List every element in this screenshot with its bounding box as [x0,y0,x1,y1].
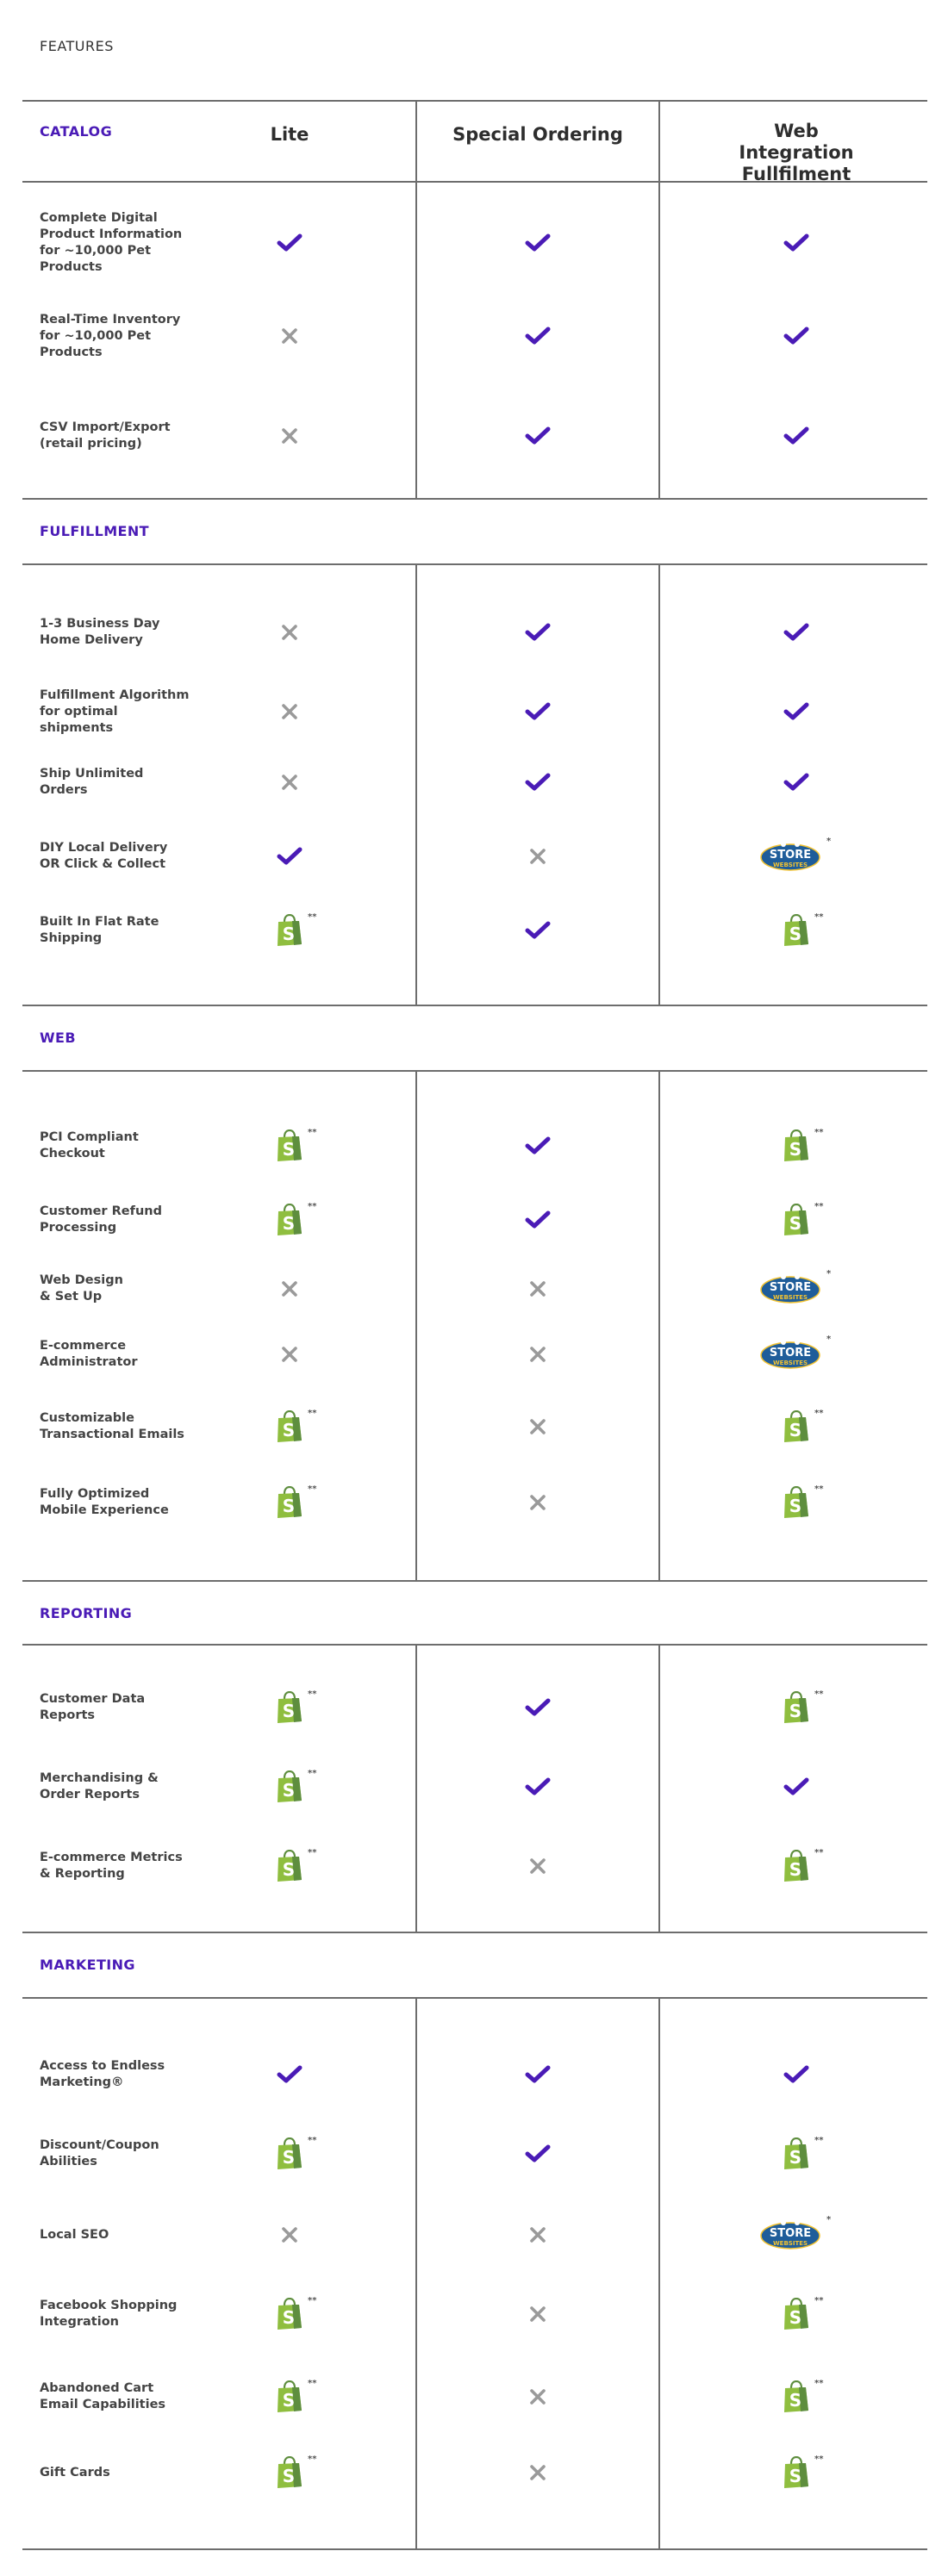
x-mark-icon [529,2226,546,2243]
store-websites-logo [759,2215,833,2251]
shopify-bag-icon [275,914,316,947]
svg-text:STORE: STORE [769,849,812,862]
store-websites-logo [759,1335,833,1371]
x-mark-icon [281,774,298,791]
feature-label: Local SEO [40,2227,109,2242]
check-icon [525,233,551,253]
check-icon [525,701,551,722]
check-icon [783,772,809,793]
feature-label: Access to Endless Marketing® [40,2059,165,2089]
svg-text:WEBSITES: WEBSITES [772,1294,808,1301]
x-mark-icon [529,1280,546,1297]
shopify-bag-icon [782,2137,823,2170]
shopify-bag-icon [782,1204,823,1236]
section-bottom-divider [22,498,927,500]
section-bottom-divider [22,1580,927,1582]
shopify-letter: S [789,1139,802,1160]
feature-label: Ship Unlimited Orders [40,767,144,797]
shopify-footnote-marker: ** [814,1848,824,1857]
shopify-letter: S [282,1213,296,1234]
shopify-footnote-marker: ** [814,1689,824,1699]
check-icon [525,622,551,643]
shopify-letter: S [282,2390,296,2411]
shopify-footnote-marker: ** [814,2296,824,2305]
column-divider [415,1997,417,2548]
x-mark-icon [281,427,298,445]
x-mark-icon [529,1346,546,1363]
svg-text:STORE: STORE [769,1347,812,1360]
shopify-footnote-marker: ** [308,1409,317,1418]
x-mark-icon [529,1494,546,1511]
x-mark-icon [529,848,546,865]
shopify-footnote-marker: ** [308,1689,317,1699]
x-mark-icon [281,703,298,720]
shopify-letter: S [789,2466,802,2486]
shopify-letter: S [282,1420,296,1440]
shopify-letter: S [282,1780,296,1801]
check-icon [783,1776,809,1797]
shopify-letter: S [789,1859,802,1880]
column-header-1: Lite [270,124,309,145]
page-label: FEATURES [40,38,114,54]
check-icon [525,920,551,941]
svg-text:STORE: STORE [769,2227,812,2240]
shopify-footnote-marker: ** [308,1848,317,1857]
svg-text:WEBSITES: WEBSITES [772,862,808,868]
feature-label: Customizable Transactional Emails [40,1411,184,1441]
shopify-bag-icon [782,2456,823,2489]
check-icon [525,1210,551,1230]
shopify-footnote-marker: ** [814,1128,824,1137]
x-mark-icon [281,624,298,641]
check-icon [277,2064,302,2085]
shopify-footnote-marker: ** [814,2136,824,2145]
check-icon [525,2144,551,2164]
shopify-letter: S [789,2147,802,2168]
shopify-footnote-marker: ** [814,2455,824,2464]
shopify-bag-icon [782,1410,823,1443]
feature-label: Gift Cards [40,2465,110,2480]
shopify-footnote-marker: ** [308,1202,317,1211]
shopify-letter: S [282,1701,296,1721]
shopify-footnote-marker: ** [308,1769,317,1778]
feature-label: Abandoned Cart Email Capabilities [40,2381,166,2411]
shopify-footnote-marker: ** [814,1484,824,1494]
shopify-footnote-marker: ** [814,1202,824,1211]
x-mark-icon [529,2388,546,2405]
shopify-footnote-marker: ** [814,1409,824,1418]
x-mark-icon [529,2464,546,2481]
feature-label: Customer Data Reports [40,1692,146,1722]
column-divider [658,1644,660,1932]
shopify-letter: S [789,1213,802,1234]
check-icon [525,426,551,446]
feature-label: Fully Optimized Mobile Experience [40,1487,169,1517]
shopify-bag-icon [275,2380,316,2413]
feature-label: Facebook Shopping Integration [40,2299,178,2329]
shopify-letter: S [282,1139,296,1160]
shopify-letter: S [282,2307,296,2328]
table-top-border [22,100,927,102]
feature-label: E-commerce Administrator [40,1339,138,1369]
check-icon [277,233,302,253]
feature-label: E-commerce Metrics & Reporting [40,1851,183,1881]
shopify-letter: S [789,1420,802,1440]
column-divider [415,563,417,1005]
svg-text:WEBSITES: WEBSITES [772,2240,808,2247]
shopify-bag-icon [782,1691,823,1724]
shopify-letter: S [789,1496,802,1516]
section-header-divider [22,563,927,565]
store-footnote-marker: * [826,837,832,846]
column-divider [415,1644,417,1932]
feature-label: Merchandising & Order Reports [40,1771,159,1801]
section-title-reporting: REPORTING [40,1605,133,1621]
shopify-footnote-marker: ** [308,2296,317,2305]
section-header-divider [22,1070,927,1072]
check-icon [783,426,809,446]
shopify-bag-icon [782,1486,823,1519]
x-mark-icon [281,1346,298,1363]
shopify-footnote-marker: ** [308,1484,317,1494]
shopify-letter: S [789,2390,802,2411]
feature-label: Web Design & Set Up [40,1273,123,1304]
x-mark-icon [281,2226,298,2243]
svg-text:STORE: STORE [769,1281,812,1294]
shopify-bag-icon [275,1850,316,1882]
column-header-2: Special Ordering [452,124,623,145]
store-footnote-marker: * [826,1335,832,1344]
section-bottom-divider [22,1932,927,1933]
x-mark-icon [529,1857,546,1875]
feature-label: Complete Digital Product Information for ~10,000 Pet Products [40,211,183,274]
x-mark-icon [529,1418,546,1435]
shopify-bag-icon [275,1204,316,1236]
shopify-letter: S [282,2466,296,2486]
column-divider [415,100,417,498]
column-divider [658,1997,660,2548]
shopify-bag-icon [275,1486,316,1519]
check-icon [783,233,809,253]
section-title-marketing: MARKETING [40,1957,135,1973]
shopify-bag-icon [782,1129,823,1162]
section-title-web: WEB [40,1030,76,1046]
shopify-footnote-marker: ** [308,1128,317,1137]
shopify-letter: S [282,1859,296,1880]
section-title-fulfillment: FULFILLMENT [40,523,149,539]
section-bottom-divider [22,1005,927,1006]
check-icon [277,846,302,867]
shopify-footnote-marker: ** [308,2379,317,2388]
section-title-catalog: CATALOG [40,123,113,140]
shopify-footnote-marker: ** [814,912,824,922]
shopify-bag-icon [275,2137,316,2170]
feature-label: 1-3 Business Day Home Delivery [40,617,160,647]
store-websites-logo [759,1269,833,1305]
shopify-bag-icon [275,2456,316,2489]
column-divider [658,563,660,1005]
check-icon [525,1136,551,1156]
shopify-letter: S [282,1496,296,1516]
column-divider [658,1070,660,1580]
store-footnote-marker: * [826,1269,832,1279]
x-mark-icon [281,327,298,345]
section-header-divider [22,1644,927,1646]
x-mark-icon [529,2305,546,2323]
feature-label: DIY Local Delivery OR Click & Collect [40,841,168,871]
check-icon [783,326,809,346]
shopify-bag-icon [275,1770,316,1803]
shopify-footnote-marker: ** [308,912,317,922]
section-header-divider [22,1997,927,1999]
shopify-letter: S [789,1701,802,1721]
shopify-bag-icon [275,1129,316,1162]
shopify-bag-icon [782,1850,823,1882]
feature-label: Fulfillment Algorithm for optimal shipments [40,688,190,735]
check-icon [783,701,809,722]
shopify-bag-icon [782,914,823,947]
shopify-letter: S [789,2307,802,2328]
shopify-footnote-marker: ** [308,2136,317,2145]
column-header-3: Web Integration Fullfilment [739,121,854,184]
shopify-letter: S [282,924,296,944]
store-footnote-marker: * [826,2215,832,2224]
shopify-bag-icon [782,2298,823,2330]
x-mark-icon [281,1280,298,1297]
feature-label: Built In Flat Rate Shipping [40,915,159,945]
feature-label: Real-Time Inventory for ~10,000 Pet Products [40,312,181,359]
shopify-bag-icon [275,2298,316,2330]
check-icon [783,2064,809,2085]
check-icon [525,1776,551,1797]
shopify-letter: S [789,924,802,944]
feature-label: Customer Refund Processing [40,1204,162,1235]
shopify-letter: S [282,2147,296,2168]
shopify-bag-icon [275,1691,316,1724]
feature-label: Discount/Coupon Abilities [40,2138,159,2168]
feature-label: CSV Import/Export (retail pricing) [40,420,171,451]
check-icon [525,2064,551,2085]
check-icon [525,326,551,346]
check-icon [783,622,809,643]
check-icon [525,1697,551,1718]
section-bottom-divider [22,2548,927,2550]
shopify-footnote-marker: ** [814,2379,824,2388]
feature-label: PCI Compliant Checkout [40,1130,139,1160]
column-divider [658,100,660,498]
shopify-footnote-marker: ** [308,2455,317,2464]
shopify-bag-icon [782,2380,823,2413]
shopify-bag-icon [275,1410,316,1443]
check-icon [525,772,551,793]
store-websites-logo [759,837,833,873]
svg-text:WEBSITES: WEBSITES [772,1360,808,1366]
column-divider [415,1070,417,1580]
